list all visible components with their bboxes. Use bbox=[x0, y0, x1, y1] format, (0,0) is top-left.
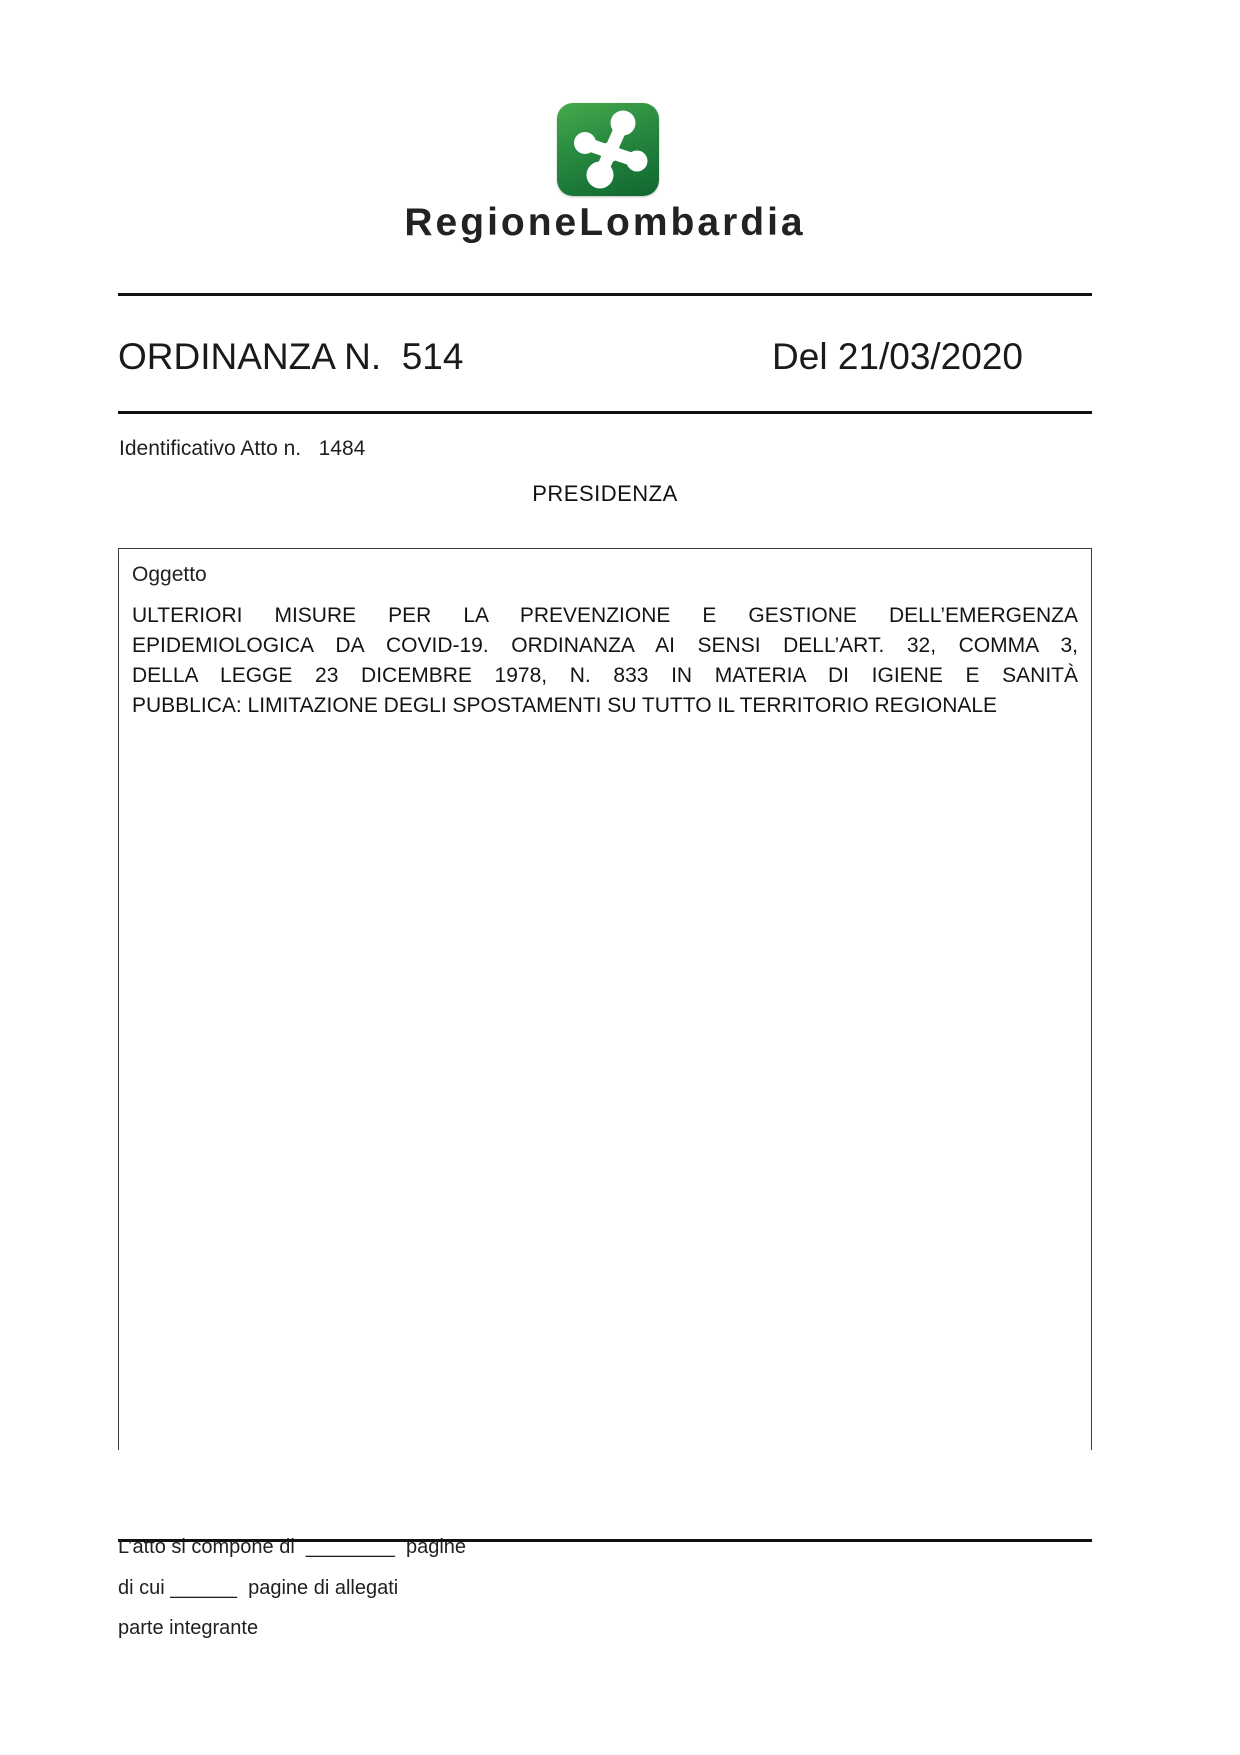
ordinance-date: Del 21/03/2020 bbox=[772, 336, 1023, 377]
department-title: PRESIDENZA bbox=[532, 481, 678, 506]
atto-identifier: Identificativo Atto n. 1484 bbox=[119, 437, 366, 460]
subject-line: EPIDEMIOLOGICA DA COVID-19. ORDINANZA AI SENSI DELL’ART. 32, COMMA 3, bbox=[132, 634, 1078, 657]
subject-text bbox=[132, 601, 1078, 721]
footer-note-pages: L’atto si compone di ________ pagine bbox=[118, 1536, 467, 1558]
subject-line: PUBBLICA: LIMITAZIONE DEGLI SPOSTAMENTI SU TUTTO IL TERRITORIO REGIONALE bbox=[132, 694, 998, 717]
top-rule bbox=[118, 293, 1092, 296]
regione-lombardia-logo bbox=[557, 103, 659, 196]
subject-line: ULTERIORI MISURE PER LA PREVENZIONE E GESTIONE DELL’EMERGENZA bbox=[132, 604, 1078, 627]
rosa-camuna-icon bbox=[557, 103, 659, 196]
oggetto-label: Oggetto bbox=[132, 563, 207, 586]
ordinance-number: ORDINANZA N. 514 bbox=[118, 336, 464, 377]
footer-note-allegati: di cui ______ pagine di allegati bbox=[118, 1577, 399, 1599]
subject-line: DELLA LEGGE 23 DICEMBRE 1978, N. 833 IN MATERIA DI IGIENE E SANITÀ bbox=[132, 664, 1078, 687]
subject-box bbox=[118, 548, 1092, 1450]
header-rule bbox=[118, 411, 1092, 414]
brand-name: RegioneLombardia bbox=[404, 201, 806, 244]
footer-note-parte-integrante: parte integrante bbox=[118, 1617, 259, 1639]
